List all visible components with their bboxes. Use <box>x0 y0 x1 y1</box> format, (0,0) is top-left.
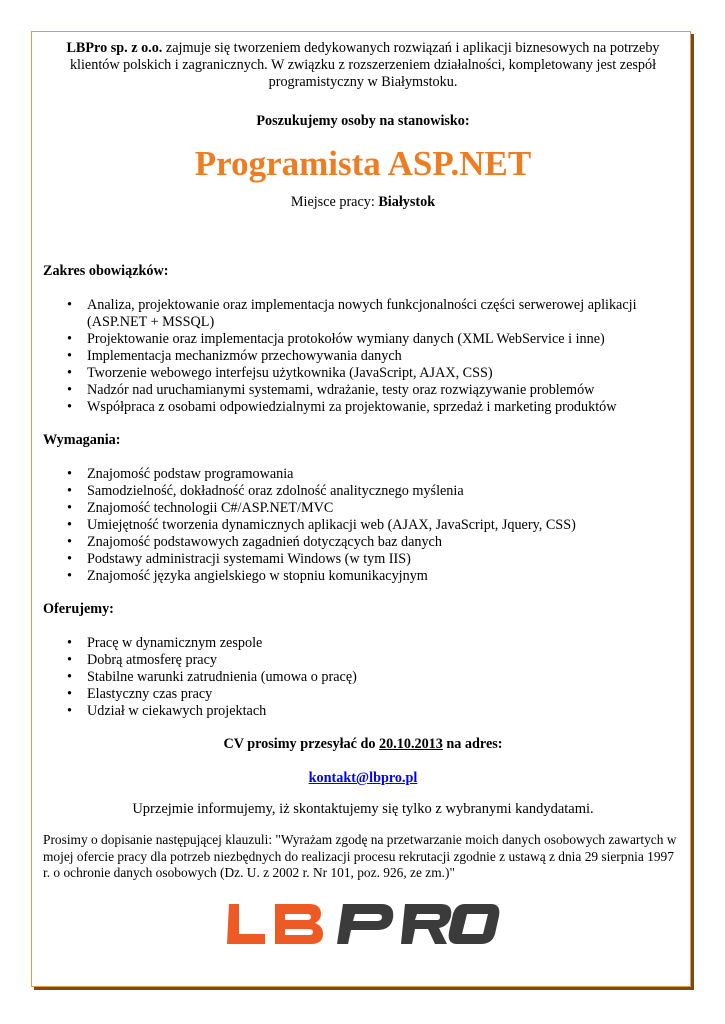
list-item: • Implementacja mechanizmów przechowywania danych <box>87 348 683 365</box>
lbpro-logo <box>225 902 500 946</box>
logo-letter-l <box>227 904 265 944</box>
contact-info: Uprzejmie informujemy, iż skontaktujemy się tylko z wybranymi kandydatami. <box>132 801 594 817</box>
contact-email-link[interactable]: kontakt@lbpro.pl <box>308 770 418 786</box>
list-item: • Znajomość podstawowych zagadnień dotyczących baz danych <box>87 534 683 551</box>
list-item: • Współpraca z osobami odpowiedzialnymi za projektowanie, sprzedaż i marketing produktów <box>87 399 683 416</box>
cv-after: na adres: <box>442 736 503 752</box>
list-item: • Tworzenie webowego interfejsu użytkownika (JavaScript, AJAX, CSS) <box>87 365 683 382</box>
offer-list <box>43 635 683 720</box>
work-place <box>43 194 683 211</box>
list-item: • Stabilne warunki zatrudnienia (umowa o pracę) <box>87 669 683 686</box>
cv-instruction <box>43 736 683 753</box>
list-item: • Dobrą atmosferę pracy <box>87 652 683 669</box>
list-item: • Udział w ciekawych projektach <box>87 703 683 720</box>
consent-clause: Prosimy o dopisanie następującej klauzuli: "Wyrażam zgodę na przetwarzanie moich danych osobowych zawartych w mojej ofercie pracy dla potrzeb niezbędnych do realizacji procesu rekrutacji zgodnie z ustawą z dnia 29 sierpnia 1997 r. o ochronie danych osobowych (Dz. U. z 2002 r. Nr 101, poz. 926, ze zm.)" <box>43 832 677 880</box>
list-item: • Samodzielność, dokładność oraz zdolność analitycznego myślenia <box>87 483 683 500</box>
job-title: Programista ASP.NET <box>194 144 532 183</box>
list-item: • Znajomość podstaw programowania <box>87 466 683 483</box>
duties-heading: Zakres obowiązków: <box>43 263 169 279</box>
company-name: LBPro sp. z o.o. <box>66 40 163 56</box>
logo-letter-o <box>449 904 500 944</box>
list-item: • Umiejętność tworzenia dynamicznych aplikacji web (AJAX, JavaScript, Jquery, CSS) <box>87 517 683 534</box>
list-item: • Podstawy administracji systemami Windows (w tym IIS) <box>87 551 683 568</box>
intro-paragraph <box>43 40 683 91</box>
logo-letter-p <box>337 904 393 944</box>
intro-text: zajmuje się tworzeniem dedykowanych rozwiązań i aplikacji biznesowych na potrzeby klientów polskich i zagranicznych. W związku z rozszerzeniem działalności, kompletowany jest zespół programistyczny w Białymstoku. <box>69 40 660 90</box>
work-place-value: Białystok <box>378 194 436 210</box>
work-place-label: Miejsce pracy: <box>290 194 379 210</box>
list-item: • Elastyczny czas pracy <box>87 686 683 703</box>
requirements-list <box>43 466 683 585</box>
offer-heading: Oferujemy: <box>43 601 114 617</box>
list-item: • Nadzór nad uruchamianymi systemami, wdrażanie, testy oraz rozwiązywanie problemów <box>87 382 683 399</box>
seeking-heading: Poszukujemy osoby na stanowisko: <box>256 113 470 129</box>
list-item: • Znajomość technologii C#/ASP.NET/MVC <box>87 500 683 517</box>
cv-deadline: 20.10.2013 <box>379 736 443 752</box>
logo-letter-b <box>275 904 323 944</box>
list-item: • Znajomość języka angielskiego w stopniu komunikacyjnym <box>87 568 683 585</box>
list-item: • Projektowanie oraz implementacja protokołów wymiany danych (XML WebService i inne) <box>87 331 683 348</box>
job-ad <box>43 40 683 882</box>
requirements-heading: Wymagania: <box>43 432 121 448</box>
list-item: • Analiza, projektowanie oraz implementacja nowych funkcjonalności części serwerowej aplikacji (ASP.NET + MSSQL) <box>87 297 683 331</box>
duties-list <box>43 297 683 416</box>
cv-before: CV prosimy przesyłać do <box>223 736 380 752</box>
list-item: • Pracę w dynamicznym zespole <box>87 635 683 652</box>
logo-letter-r <box>401 904 451 944</box>
